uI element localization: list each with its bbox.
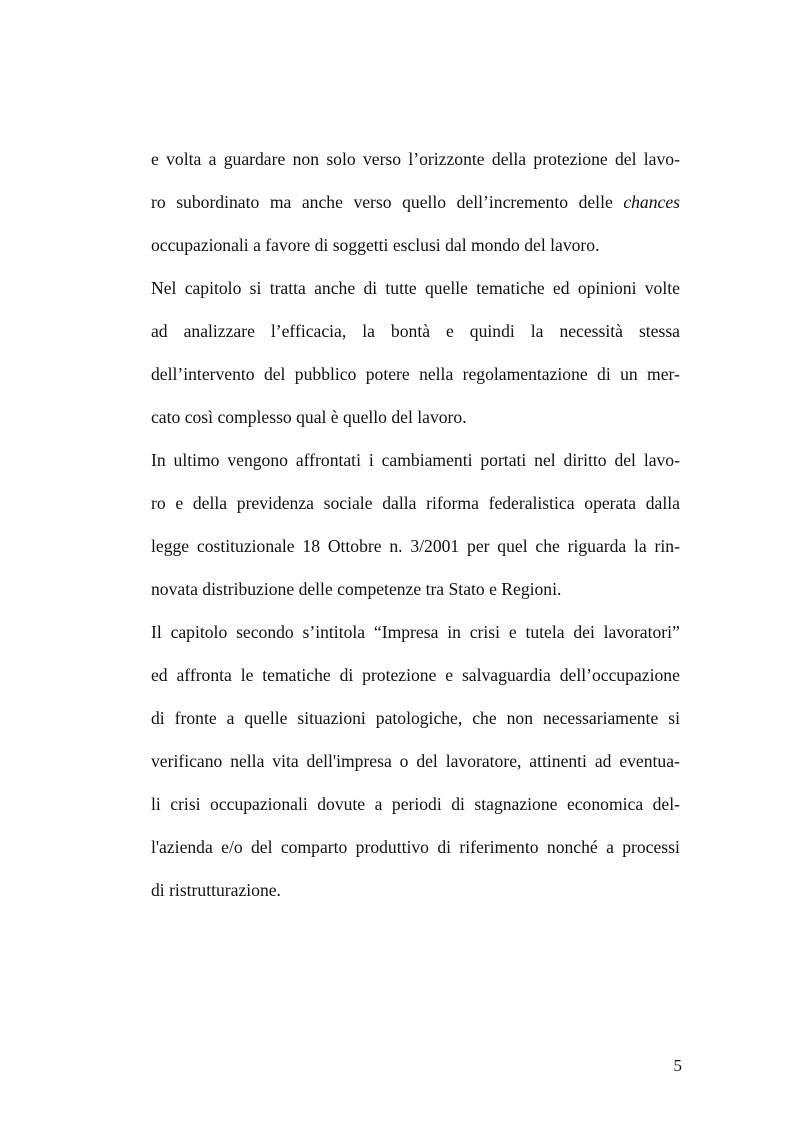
word: di xyxy=(151,880,165,900)
word: quelle xyxy=(424,278,468,298)
word: pubblico xyxy=(294,364,357,384)
word: a xyxy=(606,837,614,857)
word: ad xyxy=(151,321,168,341)
word: di xyxy=(437,837,452,857)
word: distribuzione xyxy=(202,579,295,599)
text-line xyxy=(151,277,680,320)
word: competenze xyxy=(337,579,422,599)
paragraph xyxy=(151,148,680,277)
word: e xyxy=(508,622,517,642)
word: costituzionale xyxy=(196,536,295,556)
word: fronte xyxy=(174,708,217,728)
word: che xyxy=(472,708,497,728)
word: a xyxy=(253,235,261,255)
word: ro xyxy=(151,192,166,212)
word: le xyxy=(240,665,254,685)
text-line xyxy=(151,836,680,879)
word: a xyxy=(374,794,383,814)
word: necessità xyxy=(559,321,623,341)
word: la xyxy=(362,321,375,341)
word: di xyxy=(363,278,378,298)
word: o xyxy=(399,751,409,771)
word: dell’occupazione xyxy=(559,665,680,685)
word: verificano xyxy=(151,751,223,771)
word: del xyxy=(391,407,413,427)
word: ed xyxy=(552,278,570,298)
word: n. xyxy=(389,536,403,556)
word: della xyxy=(192,493,228,513)
word: 18 xyxy=(302,536,321,556)
word: lavo- xyxy=(643,450,680,470)
word: capitolo xyxy=(170,622,228,642)
text-line xyxy=(151,148,680,191)
word: tutte xyxy=(385,278,417,298)
word: protezione xyxy=(533,149,608,169)
word: non xyxy=(292,149,319,169)
word: che xyxy=(535,536,560,556)
word: diritto xyxy=(563,450,607,470)
word: stagnazione xyxy=(474,794,558,814)
word: comparto xyxy=(280,837,348,857)
word: eventua- xyxy=(619,751,680,771)
word: non xyxy=(506,708,534,728)
word: capitolo xyxy=(184,278,242,298)
paragraph xyxy=(151,449,680,621)
word: favore xyxy=(265,235,311,255)
word: lavoro. xyxy=(417,407,467,427)
word: tra xyxy=(425,579,445,599)
word: l'azienda xyxy=(151,837,213,857)
text-line xyxy=(151,449,680,492)
word: delle xyxy=(298,579,333,599)
word: Il xyxy=(151,622,162,642)
word: ed xyxy=(151,665,168,685)
word: periodi xyxy=(391,794,442,814)
text-line xyxy=(151,234,680,277)
word: nella xyxy=(230,751,265,771)
word: quelle xyxy=(244,708,288,728)
word: esclusi xyxy=(392,235,441,255)
word: solo xyxy=(326,149,356,169)
word: si xyxy=(249,278,262,298)
word: In xyxy=(151,450,166,470)
text-line xyxy=(151,621,680,664)
word: di xyxy=(597,364,611,384)
word: tematiche xyxy=(262,665,331,685)
word: occupazionali xyxy=(210,794,308,814)
text-line xyxy=(151,793,680,836)
word: del xyxy=(524,235,546,255)
word: federalistica xyxy=(488,493,575,513)
word: sociale xyxy=(323,493,373,513)
word: portati xyxy=(480,450,527,470)
word: quello xyxy=(402,192,447,212)
word: e/o xyxy=(221,837,243,857)
word: anche xyxy=(301,192,343,212)
word: del- xyxy=(652,794,680,814)
word: ma xyxy=(269,192,292,212)
word: cambiamenti xyxy=(381,450,473,470)
word: dell’incremento xyxy=(456,192,569,212)
word: cato xyxy=(151,407,181,427)
word: dal xyxy=(445,235,467,255)
word: secondo xyxy=(236,622,294,642)
word: di xyxy=(314,235,329,255)
word: potere xyxy=(365,364,410,384)
word: attinenti xyxy=(529,751,587,771)
word: dell’intervento xyxy=(151,364,255,384)
text-line xyxy=(151,492,680,535)
word: in xyxy=(447,622,461,642)
word: Nel xyxy=(151,278,177,298)
word: e xyxy=(445,665,454,685)
word: guardare xyxy=(223,149,286,169)
word: anche xyxy=(314,278,356,298)
word: crisi xyxy=(469,622,500,642)
word: bontà xyxy=(390,321,431,341)
paragraph xyxy=(151,621,680,922)
word: nella xyxy=(419,364,454,384)
word: dei xyxy=(573,622,595,642)
word: tratta xyxy=(269,278,306,298)
word: complesso xyxy=(217,407,292,427)
word: previdenza xyxy=(236,493,314,513)
word: occupazionali xyxy=(151,235,249,255)
word: dell'impresa xyxy=(306,751,392,771)
text-line xyxy=(151,750,680,793)
word: processi xyxy=(622,837,680,857)
word: opinioni xyxy=(577,278,637,298)
word: tutela xyxy=(525,622,565,642)
word: regolamentazione xyxy=(462,364,588,384)
word: Regioni. xyxy=(501,579,562,599)
text-line xyxy=(151,707,680,750)
word: del xyxy=(251,837,273,857)
word: vita xyxy=(272,751,299,771)
word: novata xyxy=(151,579,198,599)
word: salvaguardia xyxy=(461,665,551,685)
word: a xyxy=(208,149,217,169)
word: quello xyxy=(343,407,387,427)
word: subordinato xyxy=(176,192,260,212)
word: l’efficacia, xyxy=(270,321,347,341)
word: dalla xyxy=(645,493,680,513)
word: verso xyxy=(362,149,402,169)
word: lavoratori” xyxy=(603,622,680,642)
word: soggetti xyxy=(332,235,389,255)
word: e xyxy=(489,579,497,599)
word: economica xyxy=(566,794,644,814)
word: stessa xyxy=(638,321,680,341)
word: chances xyxy=(623,192,680,212)
word: di xyxy=(451,794,465,814)
word: lavoro. xyxy=(550,235,600,255)
word: verso xyxy=(353,192,392,212)
word: a xyxy=(226,708,235,728)
word: crisi xyxy=(170,794,201,814)
word: delle xyxy=(578,192,613,212)
text-line xyxy=(151,879,680,922)
word: situazioni xyxy=(297,708,366,728)
word: ro xyxy=(151,493,166,513)
word: si xyxy=(668,708,680,728)
word: e xyxy=(446,321,454,341)
word: analizzare xyxy=(183,321,255,341)
word: del xyxy=(263,364,286,384)
text-line xyxy=(151,191,680,234)
word: 3/2001 xyxy=(410,536,460,556)
word: volta xyxy=(166,149,202,169)
word: e xyxy=(175,493,184,513)
text-line xyxy=(151,578,680,621)
word: ad xyxy=(594,751,612,771)
word: del xyxy=(614,450,636,470)
word: ristrutturazione. xyxy=(169,880,281,900)
word: patologiche, xyxy=(375,708,463,728)
word: quel xyxy=(497,536,528,556)
word: legge xyxy=(151,536,190,556)
word: del xyxy=(416,751,438,771)
word: Stato xyxy=(448,579,485,599)
text-line xyxy=(151,320,680,363)
text-line xyxy=(151,406,680,449)
word: per xyxy=(467,536,490,556)
word: i xyxy=(368,450,374,470)
word: la xyxy=(634,536,647,556)
word: nel xyxy=(534,450,556,470)
word: ultimo xyxy=(173,450,220,470)
word: di xyxy=(339,665,354,685)
word: qual xyxy=(296,407,327,427)
word: vengono xyxy=(227,450,288,470)
word: necessariamente xyxy=(542,708,659,728)
word: del xyxy=(614,149,637,169)
word: lavoratore, xyxy=(445,751,522,771)
word: tematiche xyxy=(476,278,545,298)
word: quindi xyxy=(469,321,515,341)
word: mer- xyxy=(647,364,680,384)
word: mondo xyxy=(470,235,520,255)
word: li xyxy=(151,794,161,814)
word: volte xyxy=(644,278,680,298)
word: nonché xyxy=(546,837,598,857)
word: riforma xyxy=(426,493,479,513)
paragraph xyxy=(151,277,680,449)
word: affronta xyxy=(176,665,232,685)
word: operata xyxy=(584,493,637,513)
word: Ottobre xyxy=(327,536,382,556)
word: della xyxy=(491,149,527,169)
word: è xyxy=(330,407,339,427)
word: “Impresa xyxy=(373,622,439,642)
word: di xyxy=(151,708,165,728)
word: riferimento xyxy=(459,837,539,857)
word: così xyxy=(184,407,214,427)
text-line xyxy=(151,664,680,707)
word: produttivo xyxy=(355,837,429,857)
text-line xyxy=(151,535,680,578)
word: l’orizzonte xyxy=(408,149,485,169)
word: un xyxy=(620,364,638,384)
word: la xyxy=(530,321,544,341)
word: riguarda xyxy=(567,536,627,556)
body-text xyxy=(151,148,680,922)
page-number: 5 xyxy=(673,1056,682,1075)
word: s’intitola xyxy=(302,622,366,642)
word: lavo- xyxy=(643,149,680,169)
word: protezione xyxy=(362,665,437,685)
word: dalla xyxy=(382,493,417,513)
word: dovute xyxy=(317,794,366,814)
text-line xyxy=(151,363,680,406)
word: affrontati xyxy=(295,450,361,470)
word: e xyxy=(151,149,159,169)
word: rin- xyxy=(654,536,680,556)
